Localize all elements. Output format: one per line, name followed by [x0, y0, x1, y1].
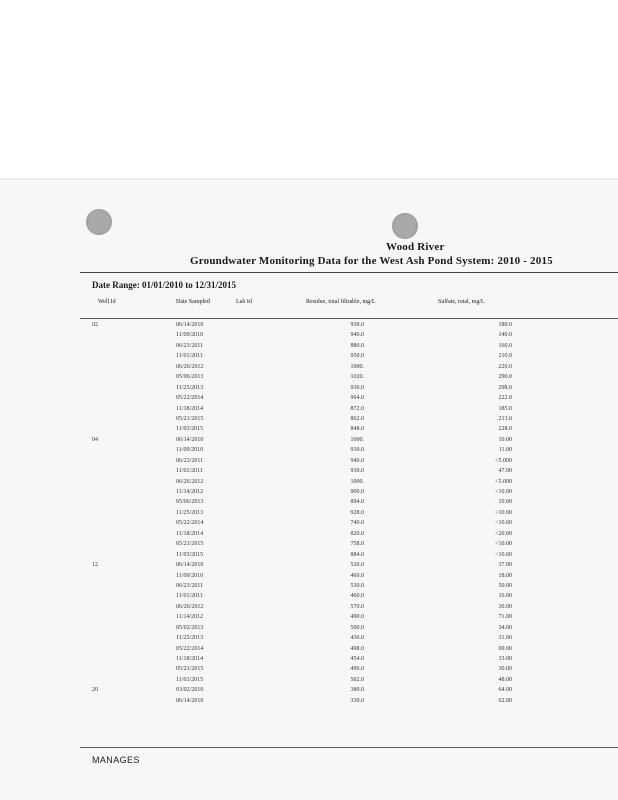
divider — [80, 318, 618, 319]
table-row — [0, 479, 618, 489]
table-row — [0, 562, 618, 572]
table-row — [0, 385, 618, 395]
cell-sulfate: 222.0 — [498, 395, 512, 402]
cell-sulfate: 298.0 — [498, 384, 512, 391]
cell-sulfate: 290.0 — [498, 374, 512, 381]
cell-residue: 940.0 — [350, 457, 364, 464]
cell-date-sampled: 06/26/2012 — [176, 478, 204, 485]
cell-date-sampled: 06/14/2010 — [176, 322, 204, 328]
divider — [80, 272, 618, 273]
cell-sulfate: 64.00 — [498, 687, 512, 694]
table-header — [0, 299, 618, 311]
table-row — [0, 458, 618, 468]
cell-residue: 872.0 — [350, 405, 364, 412]
cell-date-sampled: 05/21/2015 — [176, 541, 204, 548]
cell-residue: 570.0 — [350, 603, 364, 610]
table-row — [0, 698, 618, 708]
cell-residue: 502.0 — [350, 676, 364, 683]
table-row — [0, 468, 618, 478]
footer-text: MANAGES — [92, 755, 140, 765]
cell-date-sampled: 11/01/2011 — [176, 468, 203, 475]
cell-sulfate: 71.00 — [498, 614, 512, 621]
cell-sulfate: 160.0 — [498, 342, 512, 349]
cell-well-id: 04 — [92, 436, 98, 443]
cell-date-sampled: 11/01/2011 — [176, 353, 203, 360]
table-row — [0, 426, 618, 436]
table-row — [0, 687, 618, 697]
cell-sulfate: 10.00 — [498, 499, 512, 506]
binder-hole-right — [392, 213, 418, 239]
cell-residue: 964.0 — [350, 395, 364, 402]
cell-date-sampled: 05/22/2014 — [176, 395, 204, 402]
cell-residue: 1000. — [350, 436, 364, 443]
cell-residue: 1000. — [350, 478, 364, 485]
cell-sulfate: 69.00 — [498, 645, 512, 652]
page-edge — [0, 178, 618, 180]
cell-residue: 520.0 — [350, 562, 364, 569]
cell-sulfate: 50.00 — [498, 582, 512, 589]
cell-date-sampled: 06/14/2010 — [176, 562, 204, 569]
cell-date-sampled: 11/03/2015 — [176, 676, 204, 683]
table-row — [0, 593, 618, 603]
table-row — [0, 447, 618, 457]
table-row — [0, 510, 618, 520]
cell-sulfate: <10.00 — [495, 551, 512, 558]
cell-sulfate: 18.00 — [498, 572, 512, 579]
cell-residue: 530.0 — [350, 582, 364, 589]
cell-sulfate: 37.00 — [498, 562, 512, 569]
cell-sulfate: <10.00 — [495, 509, 512, 516]
cell-residue: 940.0 — [350, 332, 364, 339]
site-name: Wood River — [386, 241, 445, 253]
table-row — [0, 614, 618, 624]
cell-residue: 930.0 — [350, 447, 364, 454]
cell-date-sampled: 06/23/2011 — [176, 457, 204, 464]
cell-date-sampled: 11/25/2013 — [176, 384, 204, 391]
cell-date-sampled: 11/03/2015 — [176, 551, 204, 558]
table-row — [0, 437, 618, 447]
table-row — [0, 531, 618, 541]
col-well-id: Well Id — [98, 299, 116, 305]
table-row — [0, 583, 618, 593]
divider — [80, 747, 618, 748]
cell-sulfate: <20.00 — [495, 530, 512, 537]
table-row — [0, 604, 618, 614]
cell-sulfate: 16.00 — [498, 593, 512, 600]
cell-residue: 500.0 — [350, 624, 364, 631]
table-row — [0, 646, 618, 656]
cell-date-sampled: 11/14/2012 — [176, 614, 204, 621]
cell-date-sampled: 11/18/2014 — [176, 656, 204, 662]
binder-hole-left — [86, 209, 112, 235]
table-row — [0, 541, 618, 551]
cell-sulfate: 10.00 — [498, 436, 512, 443]
cell-residue: 936.0 — [350, 384, 364, 391]
col-sulfate: Sulfate, total, mg/L — [438, 299, 485, 305]
table-row — [0, 322, 618, 332]
cell-sulfate: <5.000 — [495, 478, 512, 485]
cell-date-sampled: 11/01/2011 — [176, 593, 203, 600]
table-row — [0, 677, 618, 687]
cell-residue: 928.0 — [350, 509, 364, 516]
cell-date-sampled: 05/06/2013 — [176, 374, 204, 381]
data-table — [0, 322, 618, 708]
cell-residue: 740.0 — [350, 520, 364, 527]
col-date-sampled: Date Sampled — [176, 299, 210, 305]
cell-date-sampled: 11/25/2013 — [176, 509, 204, 516]
cell-sulfate: <5.000 — [495, 457, 512, 464]
table-row — [0, 499, 618, 509]
cell-sulfate: 140.0 — [498, 332, 512, 339]
cell-sulfate: <10.00 — [495, 520, 512, 527]
report-title: Groundwater Monitoring Data for the West Ash Pond System: 2010 - 2015 — [190, 255, 553, 267]
col-lab-id: Lab Id — [236, 299, 252, 305]
cell-well-id: 12 — [92, 562, 98, 569]
col-residue: Residue, total filtrable, mg/L — [306, 299, 376, 305]
cell-date-sampled: 11/25/2013 — [176, 635, 204, 642]
table-row — [0, 364, 618, 374]
cell-residue: 1000. — [350, 363, 364, 370]
table-row — [0, 635, 618, 645]
cell-sulfate: 185.0 — [498, 405, 512, 412]
table-row — [0, 395, 618, 405]
cell-residue: 930.0 — [350, 322, 364, 328]
cell-date-sampled: 05/22/2014 — [176, 520, 204, 527]
cell-residue: 460.0 — [350, 593, 364, 600]
cell-date-sampled: 06/26/2012 — [176, 363, 204, 370]
cell-date-sampled: 06/14/2010 — [176, 697, 204, 704]
table-row — [0, 489, 618, 499]
cell-sulfate: 34.00 — [498, 624, 512, 631]
table-row — [0, 520, 618, 530]
table-row — [0, 374, 618, 384]
cell-well-id: 02 — [92, 322, 98, 328]
cell-date-sampled: 05/22/2014 — [176, 645, 204, 652]
cell-date-sampled: 11/09/2010 — [176, 572, 204, 579]
cell-sulfate: 62.00 — [498, 697, 512, 704]
cell-residue: 930.0 — [350, 468, 364, 475]
cell-residue: 1020. — [350, 374, 364, 381]
table-row — [0, 625, 618, 635]
cell-date-sampled: 11/18/2014 — [176, 405, 204, 412]
cell-sulfate: <10.00 — [495, 489, 512, 495]
cell-sulfate: 31.00 — [498, 635, 512, 642]
cell-date-sampled: 11/18/2014 — [176, 530, 204, 537]
table-row — [0, 552, 618, 562]
cell-sulfate: <10.00 — [495, 541, 512, 548]
cell-sulfate: 47.00 — [498, 468, 512, 475]
table-row — [0, 406, 618, 416]
cell-residue: 900.0 — [350, 489, 364, 495]
cell-date-sampled: 06/14/2010 — [176, 436, 204, 443]
cell-residue: 496.0 — [350, 666, 364, 673]
cell-residue: 454.0 — [350, 656, 364, 662]
cell-well-id: 20 — [92, 687, 98, 694]
cell-sulfate: 48.00 — [498, 676, 512, 683]
cell-residue: 848.0 — [350, 426, 364, 433]
cell-residue: 436.0 — [350, 635, 364, 642]
cell-date-sampled: 11/03/2015 — [176, 426, 204, 433]
table-row — [0, 573, 618, 583]
cell-residue: 460.0 — [350, 572, 364, 579]
cell-sulfate: 213.0 — [498, 415, 512, 422]
cell-date-sampled: 06/23/2011 — [176, 342, 204, 349]
cell-date-sampled: 11/14/2012 — [176, 489, 204, 495]
cell-date-sampled: 06/26/2012 — [176, 603, 204, 610]
cell-date-sampled: 03/02/2010 — [176, 687, 204, 694]
cell-residue: 950.0 — [350, 353, 364, 360]
cell-residue: 880.0 — [350, 342, 364, 349]
table-row — [0, 332, 618, 342]
cell-residue: 884.0 — [350, 551, 364, 558]
cell-residue: 380.0 — [350, 687, 364, 694]
date-range: Date Range: 01/01/2010 to 12/31/2015 — [92, 280, 236, 290]
cell-residue: 330.0 — [350, 697, 364, 704]
cell-residue: 820.0 — [350, 530, 364, 537]
cell-date-sampled: 06/23/2011 — [176, 582, 204, 589]
table-row — [0, 416, 618, 426]
cell-residue: 498.0 — [350, 645, 364, 652]
cell-date-sampled: 05/06/2013 — [176, 499, 204, 506]
cell-sulfate: 11.00 — [498, 447, 512, 454]
cell-date-sampled: 05/21/2015 — [176, 415, 204, 422]
cell-date-sampled: 11/09/2010 — [176, 447, 204, 454]
table-row — [0, 353, 618, 363]
cell-sulfate: 30.00 — [498, 666, 512, 673]
cell-sulfate: 210.0 — [498, 353, 512, 360]
cell-date-sampled: 11/09/2010 — [176, 332, 204, 339]
cell-residue: 490.0 — [350, 614, 364, 621]
cell-date-sampled: 05/21/2015 — [176, 666, 204, 673]
cell-residue: 862.0 — [350, 415, 364, 422]
table-row — [0, 656, 618, 666]
cell-date-sampled: 05/02/2013 — [176, 624, 204, 631]
cell-sulfate: 228.0 — [498, 426, 512, 433]
cell-sulfate: 30.00 — [498, 603, 512, 610]
cell-residue: 758.0 — [350, 541, 364, 548]
cell-sulfate: 33.00 — [498, 656, 512, 662]
cell-residue: 894.0 — [350, 499, 364, 506]
table-row — [0, 343, 618, 353]
document-title — [0, 241, 618, 267]
cell-sulfate: 220.0 — [498, 363, 512, 370]
cell-sulfate: 180.0 — [498, 322, 512, 328]
table-row — [0, 666, 618, 676]
